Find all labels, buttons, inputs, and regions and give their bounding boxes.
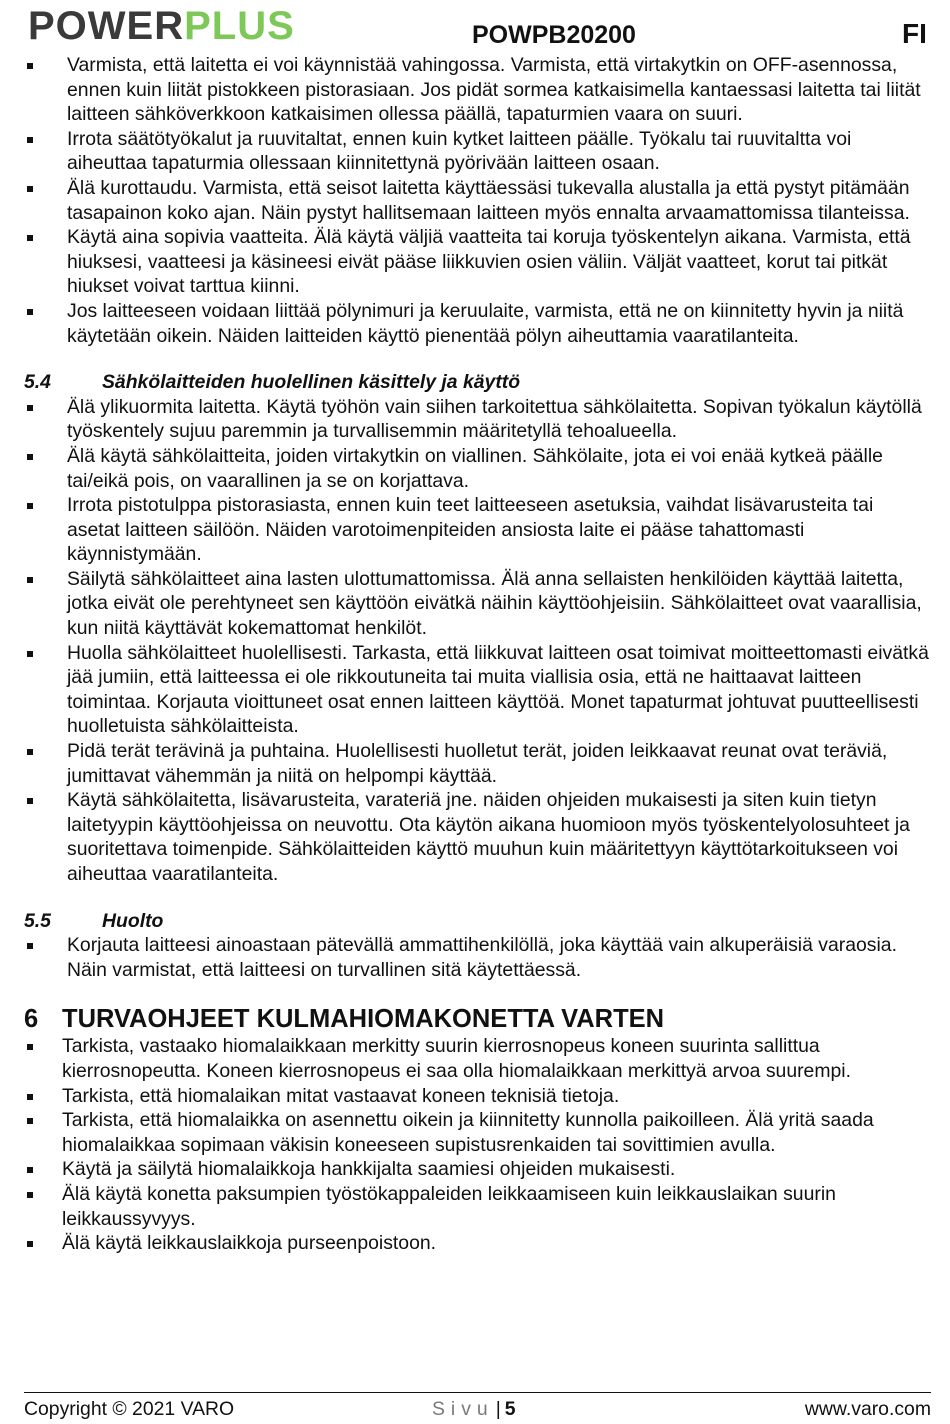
section-heading-6 <box>24 1004 929 1034</box>
website-link[interactable]: www.varo.com <box>804 1398 931 1420</box>
list-item: Tarkista, että hiomalaikka on asennettu oikein ja kiinnitetty kunnolla paikoilleen. Älä yritä saada hiomalaikkaa sopimaan väkisin koneeseen supistusrenkaiden tai sovittimien avulla. <box>24 1108 929 1157</box>
list-item: Älä käytä leikkauslaikkoja purseenpoistoon. <box>24 1231 929 1256</box>
list-item: Pidä terät terävinä ja puhtaina. Huolellisesti huolletut terät, joiden leikkaavat reunat ovat teräviä, jumittavat vähemmän ja niitä on helpompi käyttää. <box>24 739 929 788</box>
page-separator: | <box>495 1398 501 1420</box>
logo-plus-text: PLUS <box>184 4 295 48</box>
list-item: Jos laitteeseen voidaan liittää pölynimuri ja keruulaite, varmista, että ne on kiinnitetty hyvin ja niitä käytetään oikein. Näiden laitteiden käyttö pienentää pölyn aiheuttamia vaaratilanteita. <box>24 299 929 348</box>
logo-power-text: POWER <box>28 4 185 48</box>
list-item: Korjauta laitteesi ainoastaan pätevällä ammattihenkilöllä, joka käyttää vain alkuperäisiä varaosia. Näin varmistat, että laitteesi on turvallinen sitä käytettäessä. <box>24 933 929 982</box>
model-number: POWPB20200 <box>472 21 636 49</box>
section-number: 6 <box>24 1005 39 1034</box>
list-item: Huolla sähkölaitteet huolellisesti. Tarkasta, että liikkuvat laitteen osat toimivat moitteettomasti eivätkä jää jumiin, että laitteessa ei ole rikkoutuneita tai muita viallisia osia, että ne haittaavat laitteen toimintaa. Korjauta vioittuneet osat ennen laitteen käyttöä. Monet tapaturmat johtuvat puutteellisesti huolletuista sähkölaitteista. <box>24 641 929 739</box>
page-label: Sivu <box>432 1398 494 1420</box>
page-header <box>0 0 950 52</box>
section-title: Sähkölaitteiden huolellinen käsittely ja käyttö <box>102 371 521 394</box>
list-item: Tarkista, että hiomalaikan mitat vastaavat koneen teknisiä tietoja. <box>24 1084 929 1109</box>
list-item: Säilytä sähkölaitteet aina lasten ulottumattomissa. Älä anna sellaisten henkilöiden käyttää laitetta, jotka eivät ole perehtyneet sen käyttöön eivätkä näihin käyttöohjeisiin. Sähkölaitteet ovat vaarallisia, kun niitä käyttävät kokemattomat henkilöt. <box>24 567 929 641</box>
list-item: Älä käytä sähkölaitteita, joiden virtakytkin on viallinen. Sähkölaite, jota ei voi enää kytkeä päälle tai/eikä pois, on vaarallinen ja se on korjattava. <box>24 444 929 493</box>
section-number: 5.5 <box>24 909 51 932</box>
page-footer <box>24 1397 931 1423</box>
section-title: TURVAOHJEET KULMAHIOMAKONETTA VARTEN <box>62 1005 665 1034</box>
list-item: Älä kurottaudu. Varmista, että seisot laitetta käyttäessäsi tukevalla alustalla ja että pystyt pitämään tasapainon koko ajan. Näin pystyt hallitsemaan laitteen myös ennalta arvaamattomissa tilanteissa. <box>24 176 929 225</box>
list-item: Älä käytä konetta paksumpien työstökappaleiden leikkaamiseen kuin leikkauslaikan suurin leikkaussyvyys. <box>24 1182 929 1231</box>
section-5-5-list <box>24 933 929 982</box>
section-heading-5-4 <box>24 370 929 395</box>
section-title: Huolto <box>102 909 164 932</box>
list-item: Käytä ja säilytä hiomalaikkoja hankkijalta saamiesi ohjeiden mukaisesti. <box>24 1157 929 1182</box>
section-number: 5.4 <box>24 371 51 394</box>
section-6-list <box>24 1034 929 1255</box>
footer-divider <box>24 1392 931 1393</box>
list-item: Käytä aina sopivia vaatteita. Älä käytä väljiä vaatteita tai koruja työskentelyn aikana. Varmista, että hiuksesi, vaatteesi ja käsineesi eivät pääse liikkuvien osien väliin. Väljät vaatteet, korut tai pitkät hiukset voivat tarttua kiinni. <box>24 225 929 299</box>
page-indicator <box>432 1397 516 1421</box>
powerplus-logo <box>28 4 295 48</box>
list-item: Irrota pistotulppa pistorasiasta, ennen kuin teet laitteeseen asetuksia, vaihdat lisävarusteita tai asetat laitteen säilöön. Näiden varotoimenpiteiden ansiosta laite ei pääse tahattomasti käynnistymään. <box>24 493 929 567</box>
page-number: 5 <box>504 1398 516 1420</box>
list-item: Varmista, että laitetta ei voi käynnistää vahingossa. Varmista, että virtakytkin on OFF-asennossa, ennen kuin liität pistokkeen pistorasiaan. Jos pidät sormea katkaisimella kantaessasi laitetta tai liität laitteen sähköverkkoon katkaisimen ollessa päällä, tapaturmien vaara on suuri. <box>24 53 929 127</box>
copyright-text: Copyright © 2021 VARO <box>24 1398 235 1420</box>
document-body <box>24 53 929 1256</box>
section-5-4-list <box>24 395 929 887</box>
list-item: Älä ylikuormita laitetta. Käytä työhön vain siihen tarkoitettua sähkölaitetta. Sopivan työkalun käytöllä työskentely sujuu paremmin ja turvallisemmin määritetyllä tehoalueella. <box>24 395 929 444</box>
language-code: FI <box>902 18 927 49</box>
list-item: Käytä sähkölaitetta, lisävarusteita, varateriä jne. näiden ohjeiden mukaisesti ja siten kuin tietyn laitetyypin käyttöohjeissa on neuvottu. Ota käytön aikana huomioon myös työskentelyolosuhteet ja suoritettava toimenpide. Sähkölaitteiden käyttö muuhun kuin määritettyyn käyttötarkoitukseen voi aiheuttaa vaaratilanteita. <box>24 788 929 886</box>
list-item: Tarkista, vastaako hiomalaikkaan merkitty suurin kierrosnopeus koneen suurinta sallittua kierrosnopeutta. Koneen kierrosnopeus ei saa olla hiomalaikkaan merkittyä arvoa suurempi. <box>24 1034 929 1083</box>
list-item: Irrota säätötyökalut ja ruuvitaltat, ennen kuin kytket laitteen päälle. Työkalu tai ruuvitaltta voi aiheuttaa tapaturmia ollessaan kiinnitettynä pyörivään laitteen osaan. <box>24 127 929 176</box>
section-heading-5-5 <box>24 909 929 934</box>
intro-list <box>24 53 929 348</box>
